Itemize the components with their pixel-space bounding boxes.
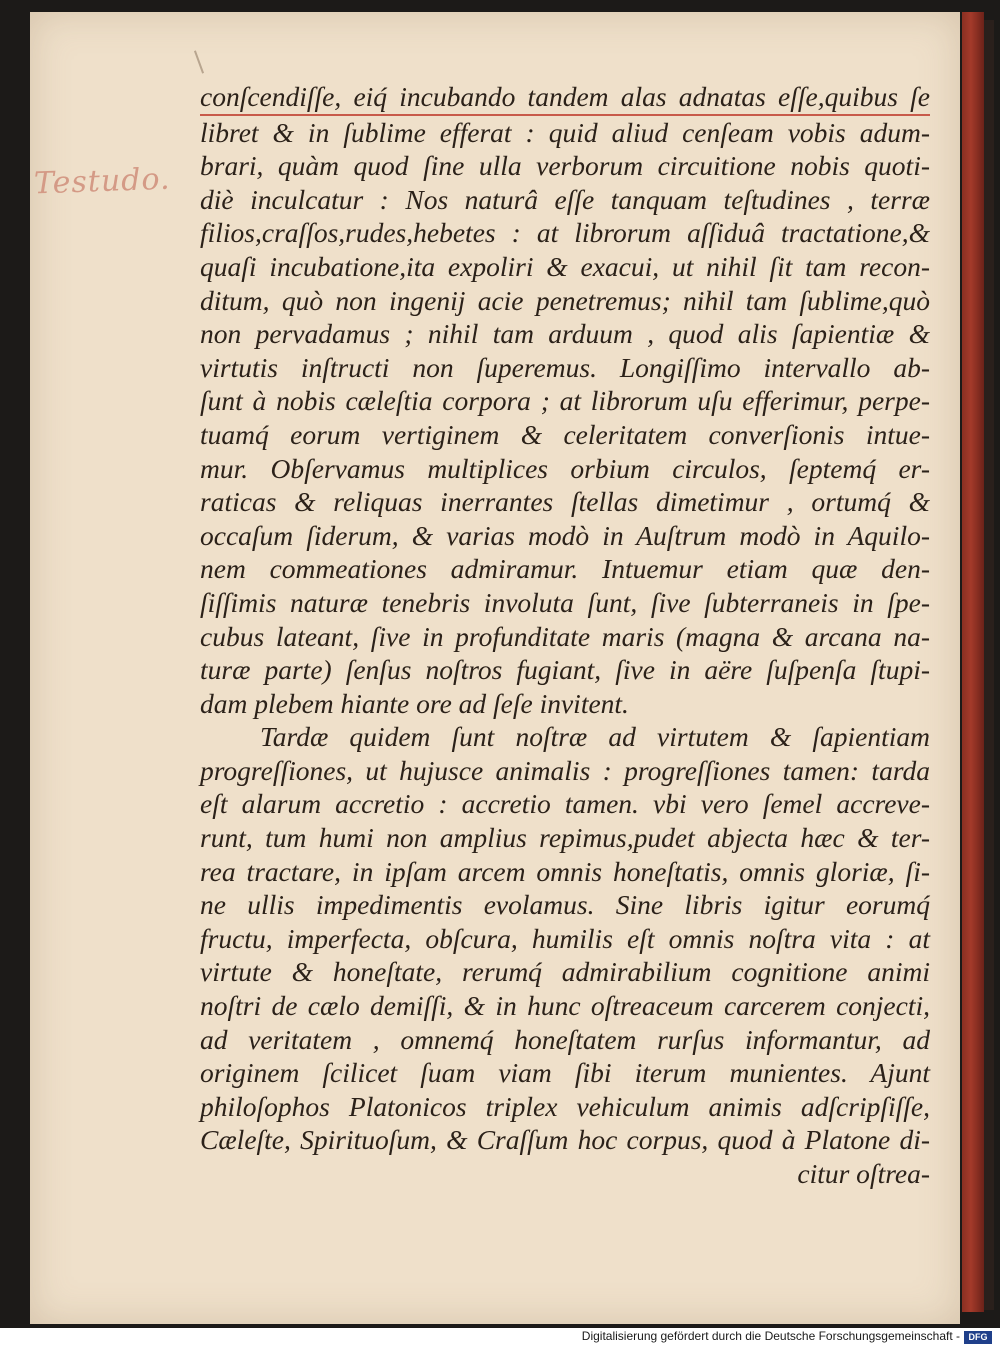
text-line: occaſum ſiderum, & varias modò in Auſtrum modò in Aquilo- [200,519,930,551]
text-line: ſunt à nobis cæleſtia corpora ; at librorum uſu efferimur, perpe- [200,385,930,417]
text-line: nem commeationes admiramur. Intuemur etiam quæ den- [200,553,930,585]
text-line: progreſſiones, ut hujusce animalis : progreſſiones tamen: tarda [200,754,930,786]
text-line: runt, tum humi non amplius repimus,pudet abjecta hæc & ter- [200,822,930,854]
text-line: mur. Obſervamus multiplices orbium circulos, ſeptemq́ er- [200,452,930,484]
text-line: filios,craſſos,rudes,hebetes : at librorum aſſiduâ tractatione,& [200,217,930,249]
page-edge-red [962,12,984,1312]
page-edge-dark [984,20,994,1310]
text-line: Tardæ quidem ſunt noſtræ ad virtutem & ſapientiam [260,721,930,753]
body-text [200,80,930,1191]
text-line: brari, quàm quod ſine ulla verborum circuitione nobis quoti- [200,150,930,182]
text-line: cubus lateant, ſive in profunditate maris (magna & arcana na- [200,620,930,652]
text-line: tuamq́ eorum vertiginem & celeritatem converſionis intue- [200,418,930,450]
text-line: ditum, quò non ingenij acie penetremus; nihil tam ſublime,quò [200,284,930,316]
text-line: originem ſcilicet ſuam viam ſibi iterum munientes. Ajunt [200,1057,930,1089]
text-line: quaſi incubatione,ita expoliri & exacui, ut nihil ſit tam recon- [200,250,930,282]
text-line: libret & in ſublime efferat : quid aliud cenſeam vobis adum- [200,116,930,148]
text-line: eſt alarum accretio : accretio tamen. vbi vero ſemel accreve- [200,788,930,820]
funding-notice: Digitalisierung gefördert durch die Deutsche Forschungsgemeinschaft - [581,1329,960,1343]
text-line: rea tractare, in ipſam arcem omnis honeſtatis, omnis gloriæ, ſi- [200,855,930,887]
text-line: conſcendiſſe, eiq́ incubando tandem alas adnatas eſſe,quibus ſe [200,80,930,116]
text-line: ne ullis impedimentis evolamus. Sine libris igitur eorumq́ [200,889,930,921]
text-line: ſiſſimis naturæ tenebris involuta ſunt, ſive ſubterraneis in ſpe- [200,586,930,618]
text-line: non pervadamus ; nihil tam arduum , quod alis ſapientiæ & [200,318,930,350]
text-line: turæ parte) ſenſus noſtros fugiant, ſive in aëre ſuſpenſa ſtupi- [200,654,930,686]
text-line: fructu, imperfecta, obſcura, humilis eſt omnis noſtra vita : at [200,922,930,954]
text-line: ad veritatem , omnemq́ honeſtatem rurſus informantur, ad [200,1023,930,1055]
text-line: diè inculcatur : Nos naturâ eſſe tanquam teſtudines , terræ [200,183,930,215]
text-line: philoſophos Platonicos triplex vehiculum animis adſcripſiſſe, [200,1090,930,1122]
catchword-line: citur oſtrea- [797,1158,930,1189]
footer-bar [0,1328,1000,1346]
text-line: noſtri de cælo demiſſi, & in hunc oſtreaceum carcerem conjecti, [200,990,930,1022]
dfg-logo: DFG [964,1331,992,1344]
text-line: virtutis inſtructi non ſuperemus. Longiſſimo intervallo ab- [200,351,930,383]
text-line: raticas & reliquas inerrantes ſtellas dimetimur , ortumq́ & [200,486,930,518]
text-line: dam plebem hiante ore ad ſeſe invitent. [200,687,629,719]
margin-note: Testudo. [33,161,172,202]
text-line: Cæleſte, Spirituoſum, & Craſſum hoc corpus, quod à Platone di- [200,1124,930,1156]
text-line: virtute & honeſtate, rerumq́ admirabilium cognitione animi [200,956,930,988]
